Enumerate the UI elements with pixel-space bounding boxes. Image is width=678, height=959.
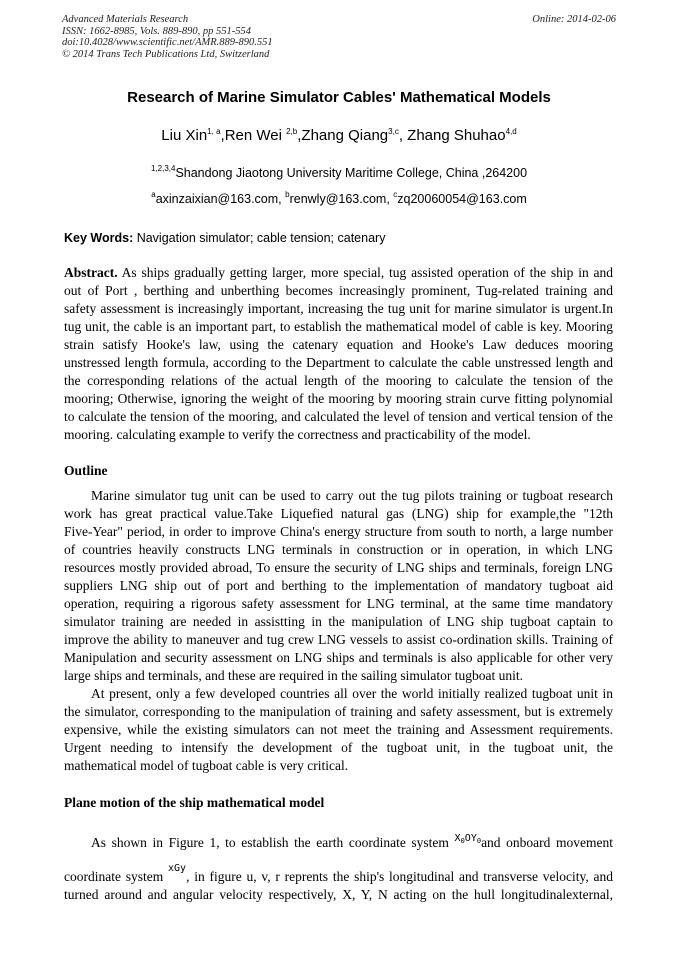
abstract-line: the corresponding relations of the actual length of the mooring to calculate the tension of the (64, 373, 613, 388)
paragraph-line: operation, requiring a rigorous safety assessment for LNG terminal, at the same time mandatory (64, 596, 613, 611)
abstract-line (64, 264, 613, 282)
paragraph-line: Urgent needing to intensify the development of the tugboat unit, in the tugboat unit, the (64, 740, 613, 755)
paragraph-line: Five-Year" period, in order to improve China's energy structure from south to north, a large number (64, 524, 613, 539)
abstract-line-text: As ships gradually getting larger, more special, tug assisted operation of the ship in and (117, 265, 613, 280)
ship-coordinate-symbol: xGy (168, 863, 187, 874)
abstract-line: mooring. calculating example to verify the correctness and practicability of the model. (64, 427, 531, 442)
paragraph-line: large ships and terminals, and these are required in the sailing simulator tugboat unit. (64, 668, 524, 683)
online-date: Online: 2014-02-06 (532, 14, 616, 25)
email-list (0, 192, 678, 206)
journal-name: Advanced Materials Research (62, 14, 189, 25)
abstract-label: Abstract. (64, 265, 118, 280)
abstract-line: safety assessment is increasingly important, increasing the tug unit for marine simulator is urgent.In (64, 301, 613, 316)
paragraph-line: simulator training are needed in assistting in the manipulation of LNG ship tugboat captain to (64, 614, 613, 629)
paragraph-line: At present, only a few developed countries all over the world initially realized tugboat unit in (91, 686, 613, 701)
paragraph-line: work has great practical value.Take Liquefied natural gas (LNG) ship for example,the "12th (64, 506, 613, 521)
section-heading-plane-motion: Plane motion of the ship mathematical model (64, 795, 325, 810)
paragraph-line: of countries heavily constructs LNG terminals in construction or in operation, in which LNG (64, 542, 613, 557)
author-affiliation-mark: 2,b (286, 127, 298, 136)
keywords-text: Navigation simulator; cable tension; catenary (133, 231, 386, 245)
symbol-oy: OY (464, 833, 477, 844)
paragraph-line: Manipulation and security assessment on LNG ships and terminals is also applicable for other very (64, 650, 613, 665)
abstract-line: strain satisfy Hooke's law, using the catenary equation and Hooke's Law deduces mooring (64, 337, 613, 352)
abstract-line: unstressed length formula, according to the Department to calculate the cable unstressed length and (64, 355, 613, 370)
author-list: Liu Xin$^{1, a}$,Ren Wei $^{2,b}$,Zhang Qiang$^{3,c}$, Zhang Shuhao$^{4,d}$ (161, 127, 517, 144)
author-affiliation-mark: 3,c (388, 127, 399, 136)
symbol-x: X (454, 833, 461, 844)
paragraph-line: improve the ability to maneuver and tug crew LNG vessels to assist co-ordination skills. Training of (64, 632, 613, 647)
abstract-line: mooring; Otherwise, ignoring the weight of the mooring by mooring strain curve fitting polynomial (64, 391, 613, 406)
earth-coordinate-symbol (455, 826, 482, 854)
paragraph-line: suppliers LNG ship out of port and berthing to the implementation of mandatory tugboat aid (64, 578, 613, 593)
symbol-x-subscript: 0 (460, 837, 465, 845)
affiliation (0, 166, 678, 180)
paragraph-line (64, 826, 613, 852)
author-name: Liu Xin (161, 127, 208, 144)
paragraph-text: and onboard movement (481, 835, 613, 850)
paragraph-line: resources mostly provided abroad, To ensure the security of LNG ships and terminals, foreign LNG (64, 560, 613, 575)
paragraph-text: , in figure u, v, r reprents the ship's longitudinal and transverse velocity, and (186, 869, 613, 884)
doi-line: doi:10.4028/www.scientific.net/AMR.889-890.551 (62, 37, 273, 48)
email-address[interactable]: zq20060054@163.com (397, 192, 527, 206)
abstract-line: out of Port , berthing and unberthing becomes increasingly prominent, Tug-related training and (64, 283, 613, 298)
paragraph-text: As shown in Figure 1, to establish the earth coordinate system (91, 835, 455, 850)
symbol-y-subscript: 0 (476, 837, 482, 845)
keywords-label: Key Words: (64, 231, 134, 245)
plane-motion-paragraph (64, 826, 613, 904)
author-name: Zhang Shuhao (407, 127, 506, 144)
author-name: Zhang Qiang (301, 127, 389, 144)
paragraph-line: turned around and angular velocity respectively, X, Y, N acting on the hull longitudinalexternal, (64, 887, 613, 902)
keywords (64, 231, 385, 245)
paragraph-line: Marine simulator tug unit can be used to carry out the tug pilots training or tugboat research (91, 488, 613, 503)
issn-line: ISSN: 1662-8985, Vols. 889-890, pp 551-554 (62, 25, 251, 37)
outline-paragraph-1 (64, 487, 613, 685)
author-affiliation-mark: 4,d (505, 127, 517, 136)
paragraph-line: expensive, while the existing simulators can not meet the training and Assessment requirements. (64, 722, 613, 737)
journal-header (62, 14, 618, 60)
email-address[interactable]: renwly@163.com, (289, 192, 394, 206)
outline-paragraph-2 (64, 685, 613, 775)
author-affiliation-mark: 1, a (207, 127, 221, 136)
affiliation-mark: 1,2,3,4 (150, 164, 176, 173)
email-mark: b (285, 190, 290, 199)
author-name: Ren Wei (224, 127, 287, 144)
email-address[interactable]: axinzaixian@163.com, (155, 192, 286, 206)
section-heading-outline: Outline (64, 463, 108, 478)
abstract-line: tug unit, the cable is an important part, to establish the mathematical model of cable is key. Mooring (64, 319, 613, 334)
abstract (64, 264, 613, 444)
email-mark: a (151, 190, 156, 199)
paragraph-line: mathematical model of tugboat cable is very critical. (64, 758, 349, 773)
copyright-line: © 2014 Trans Tech Publications Ltd, Switzerland (62, 48, 270, 60)
paragraph-line: the simulator, corresponding to the manipulation of training and safety assessment, but is extremely (64, 704, 613, 719)
paragraph-line (64, 852, 613, 882)
abstract-line: to calculate the tension of the mooring, and calculated the level of tension and vertical tension of the (64, 409, 613, 424)
paragraph-text: coordinate system (64, 869, 168, 884)
paper-title: Research of Marine Simulator Cables' Mathematical Models (127, 89, 551, 106)
email-mark: c (393, 190, 398, 199)
affiliation-text: Shandong Jiaotong University Maritime College, China ,264200 (175, 166, 528, 180)
